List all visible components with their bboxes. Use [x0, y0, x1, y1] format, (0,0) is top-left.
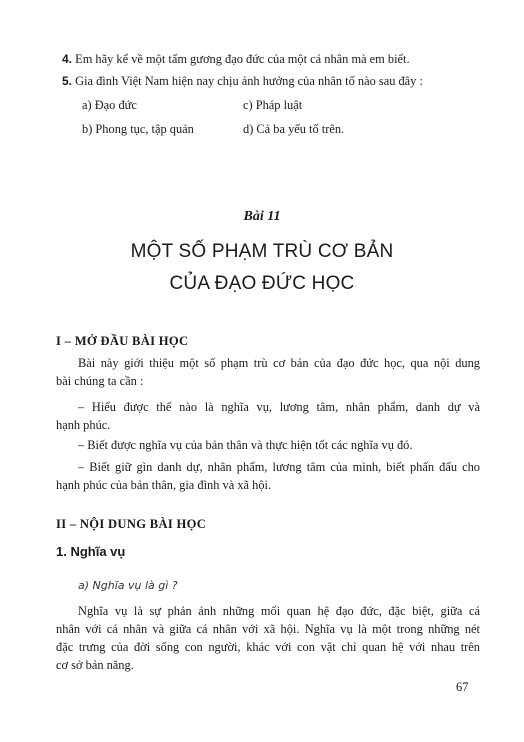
paragraph-line: – Hiểu được thế nào là nghĩa vụ, lương tâm, nhân phẩm, danh dự và [78, 400, 480, 414]
duty-paragraph [56, 603, 480, 675]
page-number: 67 [456, 680, 469, 694]
question-number: 5. [62, 74, 73, 88]
section-heading-content: II – NỘI DUNG BÀI HỌC [56, 517, 207, 531]
section-heading-intro: I – MỞ ĐẦU BÀI HỌC [56, 334, 189, 348]
paragraph-line: nhân với cá nhân và giữa cá nhân với xã hội. Nghĩa vụ là một trong những nét [56, 622, 480, 636]
lesson-title-line1: MỘT SỐ PHẠM TRÙ CƠ BẢN [130, 241, 394, 262]
paragraph-line: đặc trưng của đời sống con người, khác với con vật chỉ quan hệ với nhau trên [56, 640, 480, 654]
paragraph-line: – Biết giữ gìn danh dự, nhân phẩm, lương tâm của mình, biết phấn đấu cho [78, 460, 480, 474]
subheading-what-is-duty: a) Nghĩa vụ là gì ? [78, 579, 178, 592]
paragraph-line: hạnh phúc. [56, 418, 111, 432]
option-a: a) Đạo đức [82, 98, 137, 112]
lesson-title-line2: CỦA ĐẠO ĐỨC HỌC [169, 273, 355, 294]
paragraph-line: Nghĩa vụ là sự phản ánh những mối quan hệ đạo đức, đặc biệt, giữa cá [78, 604, 480, 618]
intro-paragraph [56, 355, 480, 391]
paragraph-line: bài chúng ta cần : [56, 374, 144, 388]
question-5 [62, 73, 423, 89]
paragraph-line: hạnh phúc của bản thân, gia đình và xã hội. [56, 478, 272, 492]
lesson-label: Bài 11 [243, 209, 281, 224]
bullet-3 [56, 459, 480, 495]
question-4 [62, 51, 410, 67]
option-d: d) Cả ba yếu tố trên. [243, 122, 345, 136]
paragraph-line: Bài này giới thiệu một số phạm trù cơ bản của đạo đức học, qua nội dung [78, 356, 480, 370]
question-text: Em hãy kể về một tấm gương đạo đức của một cá nhân mà em biết. [75, 52, 410, 66]
option-c: c) Pháp luật [243, 98, 303, 112]
option-b: b) Phong tục, tập quán [82, 122, 194, 136]
subheading-duty: 1. Nghĩa vụ [56, 544, 126, 559]
bullet-1 [56, 399, 480, 435]
paragraph-line: – Biết được nghĩa vụ của bản thân và thực hiện tốt các nghĩa vụ đó. [78, 438, 413, 452]
paragraph-line: cơ sở bản năng. [56, 658, 134, 672]
question-text: Gia đình Việt Nam hiện nay chịu ảnh hưởng của nhân tố nào sau đây : [75, 74, 423, 88]
question-number: 4. [62, 52, 73, 66]
bullet-2 [56, 437, 480, 455]
